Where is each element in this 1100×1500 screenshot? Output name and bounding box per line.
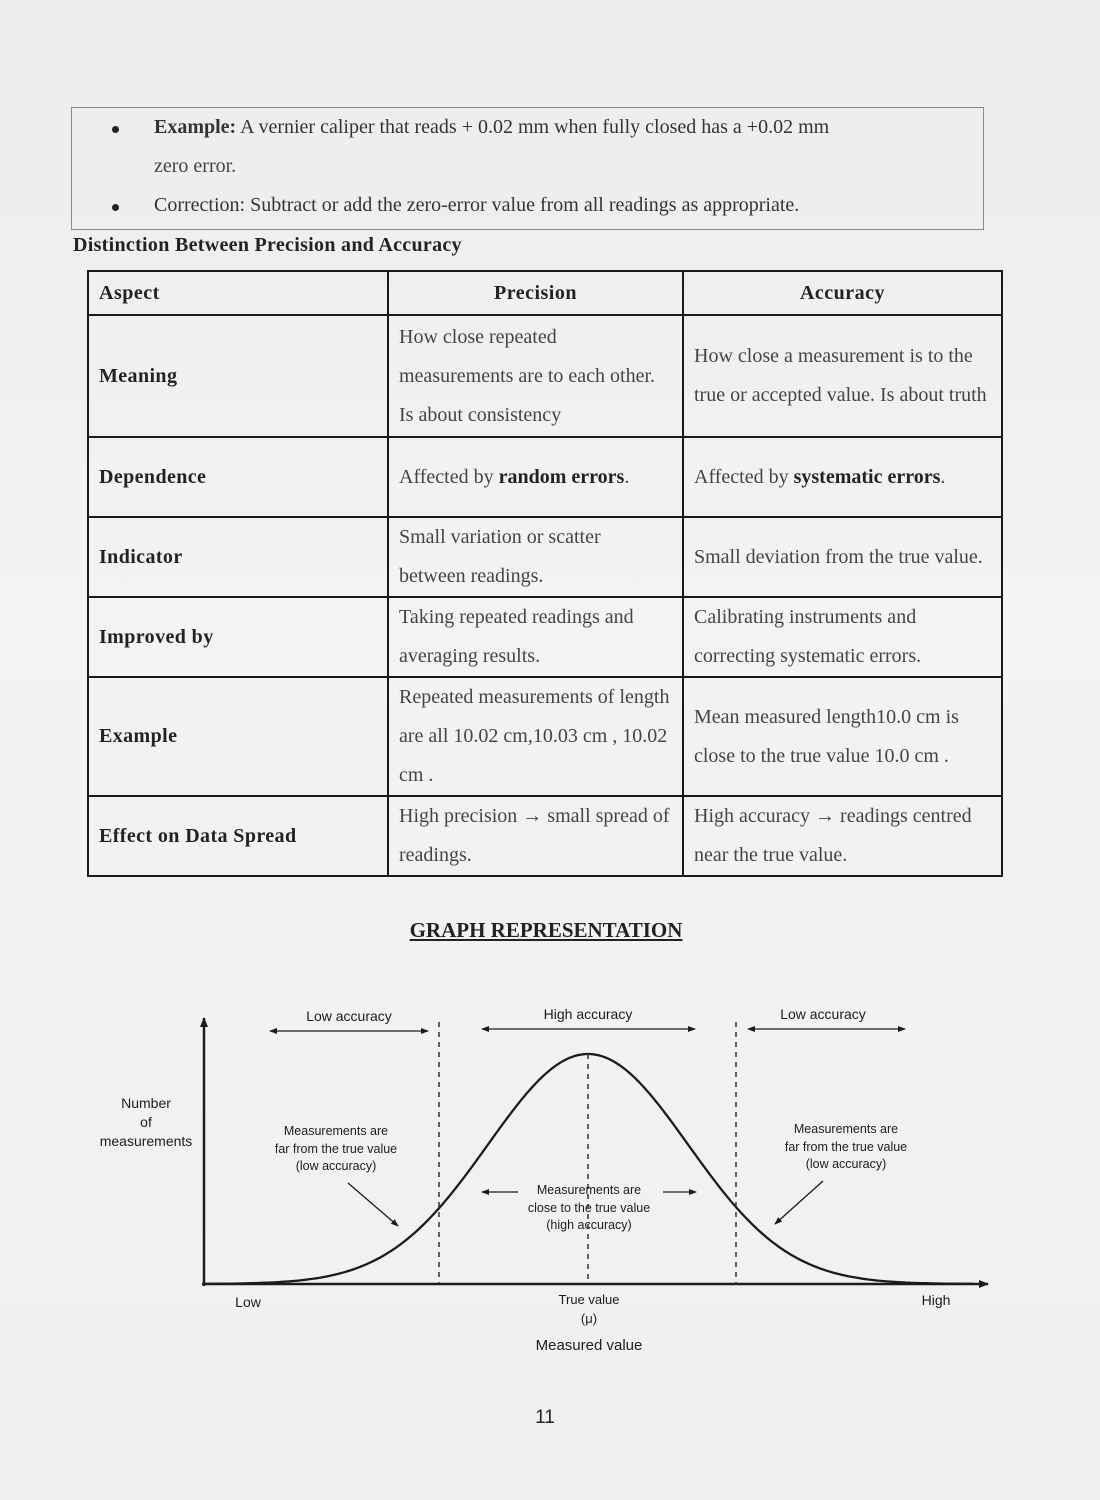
precision-cell: Repeated measurements of length are all 10.02 cm,10.03 cm , 10.02 cm . [388, 677, 683, 796]
aspect-cell: Effect on Data Spread [88, 796, 388, 876]
accuracy-cell: Small deviation from the true value. [683, 517, 1002, 597]
header-aspect: Aspect [88, 271, 388, 315]
note-center-line: (high accuracy) [546, 1218, 632, 1232]
accuracy-cell: High accuracy → readings centred near the true value. [683, 796, 1002, 876]
true-value-label: True value [558, 1292, 620, 1307]
y-axis-label-line: measurements [99, 1133, 193, 1149]
x-low-label: Low [235, 1294, 261, 1310]
section-heading: Distinction Between Precision and Accuracy [73, 234, 462, 256]
precision-cell: Taking repeated readings and averaging results. [388, 597, 683, 677]
note-left-line: Measurements are [283, 1124, 389, 1138]
note-left-pointer [348, 1183, 398, 1226]
page-number: 11 [535, 1407, 555, 1428]
note-center-line: Measurements are [536, 1183, 642, 1197]
example-label: Example: [154, 116, 237, 138]
note-left-line: (low accuracy) [295, 1159, 377, 1173]
precision-cell: High precision → small spread of readings. [388, 796, 683, 876]
precision-cell: Small variation or scatter between readings. [388, 517, 683, 597]
y-axis-label-line: Number [121, 1095, 171, 1111]
accuracy-cell: Affected by systematic errors. [683, 437, 1002, 517]
accuracy-cell: Mean measured length10.0 cm is close to the true value 10.0 cm . [683, 677, 1002, 796]
accuracy-cell: Calibrating instruments and correcting systematic errors. [683, 597, 1002, 677]
aspect-cell: Example [88, 677, 388, 796]
precision-cell: Affected by random errors. [388, 437, 683, 517]
note-right-line: (low accuracy) [805, 1157, 887, 1171]
aspect-cell: Improved by [88, 597, 388, 677]
bold-term: random errors [498, 465, 625, 488]
x-high-label: High [921, 1292, 951, 1308]
zone-left-label: Low accuracy [306, 1008, 392, 1024]
bold-term: systematic errors [793, 465, 941, 488]
aspect-cell: Dependence [88, 437, 388, 517]
accuracy-cell: How close a measurement is to the true or accepted value. Is about truth [683, 315, 1002, 437]
aspect-cell: Indicator [88, 517, 388, 597]
precision-cell: How close repeated measurements are to each other. Is about consistency [388, 315, 683, 437]
note-left-line: far from the true value [274, 1142, 398, 1156]
note-right-line: Measurements are [793, 1122, 899, 1136]
note-right-line: far from the true value [784, 1140, 908, 1154]
graph-title: GRAPH REPRESENTATION [409, 918, 683, 942]
example-text-continued: zero error. [154, 155, 237, 177]
header-precision: Precision [388, 271, 683, 315]
example-text: A vernier caliper that reads + 0.02 mm when fully closed has a +0.02 mm [240, 116, 830, 138]
note-right-pointer [775, 1181, 823, 1224]
zone-right-label: Low accuracy [780, 1006, 866, 1022]
aspect-cell: Meaning [88, 315, 388, 437]
y-axis-label-line: of [140, 1114, 152, 1130]
x-axis-label: Measured value [535, 1337, 643, 1354]
correction-text: Correction: Subtract or add the zero-error value from all readings as appropriate. [154, 194, 800, 216]
zone-center-label: High accuracy [543, 1006, 633, 1022]
header-accuracy: Accuracy [683, 271, 1002, 315]
note-center-line: close to the true value [527, 1201, 651, 1215]
mu-label: (μ) [580, 1311, 598, 1326]
